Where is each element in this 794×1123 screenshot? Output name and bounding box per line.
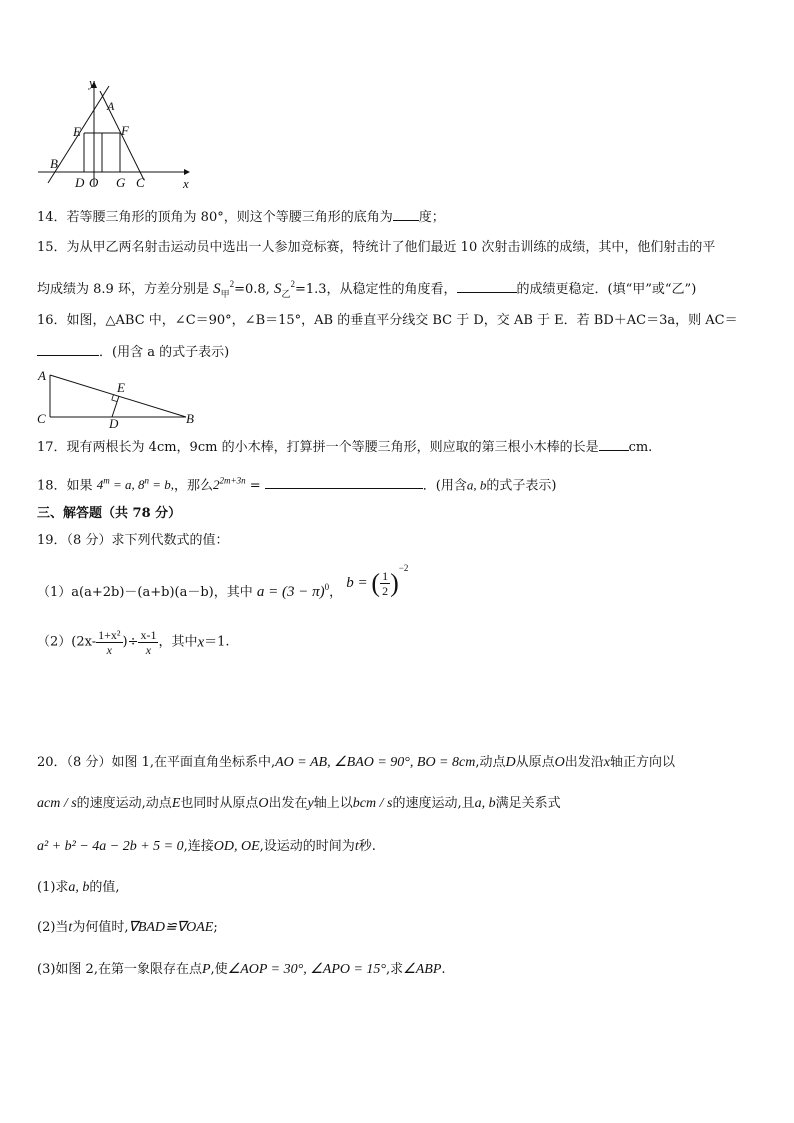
- q16-answer-blank[interactable]: [37, 343, 99, 356]
- q20-l1-b: ,动点: [475, 755, 506, 770]
- question-19-part1: [37, 562, 409, 608]
- label-C: C: [136, 175, 145, 190]
- q19-p2-frac2: $\frac{x-1}{x}$: [140, 628, 157, 657]
- q17-text: 17．现有两根长为 4cm，9cm 的小木棒，打算拼一个等腰三角形，则应取的第三根小木棒的长是: [37, 440, 599, 455]
- q17-answer-blank[interactable]: [599, 438, 629, 451]
- q20-point-P: P: [201, 962, 211, 977]
- q20-l3-b: ,设运动的时间为: [259, 839, 355, 854]
- q18-a: 18．如果: [37, 478, 93, 494]
- q20-l1-a: 20．（8 分）如图 1,在平面直角坐标系中,: [37, 755, 276, 770]
- question-16-line1: 16．如图，△ABC 中，∠C＝90°，∠B＝15°，AB 的垂直平分线交 BC 于 D，交 AB 于 E．若 BD＋AC＝3a，则 AC＝: [37, 313, 738, 328]
- q20-l2-e: 的速度运动,且: [392, 796, 475, 811]
- q19-p2-frac1: $\frac{\text{1+x²}}{x}$: [98, 628, 121, 657]
- q20-y: y: [307, 796, 314, 811]
- label-D: D: [75, 175, 85, 190]
- q20-s3-a: (3)如图 2,在第一象限存在点: [37, 962, 202, 977]
- q17-tail: cm.: [628, 440, 653, 455]
- tri-label-A: A: [38, 368, 46, 383]
- q15-tail: 的成绩更稳定．(填“甲”或“乙”): [516, 282, 697, 297]
- q20-s1-ab: a, b: [68, 880, 90, 895]
- q18-tail: ．(用含: [422, 478, 467, 494]
- q20-s3-c: ,求: [386, 962, 404, 977]
- q20-s2-a: (2)当: [37, 920, 69, 935]
- label-A: A: [107, 99, 115, 113]
- coordinate-figure: [34, 76, 204, 191]
- q20-s3-math2: ∠ABP: [403, 962, 442, 977]
- q19-p1-b: b = ( $\frac{1}{2}$ )$^{-2}$: [346, 562, 409, 598]
- q20-l2-c: 出发在: [268, 796, 308, 811]
- q20-l1-e: 轴正方向以: [609, 755, 675, 770]
- q15-val-yi: =1.3，从稳定性的角度看，: [294, 282, 457, 297]
- segment-ED: [112, 396, 119, 417]
- q18-tail2: 的式子表示): [486, 478, 557, 494]
- q20-point-O: O: [554, 755, 565, 770]
- q20-l1-math: AO = AB, ∠BAO = 90°, BO = 8cm: [275, 755, 476, 770]
- q20-s1-a: (1)求: [37, 880, 69, 895]
- q20-x: x: [603, 755, 610, 770]
- tri-label-B: B: [186, 411, 194, 426]
- question-17: [37, 438, 652, 456]
- q14-tail: 度；: [418, 210, 445, 225]
- q20-point-E: E: [171, 796, 181, 811]
- q19-p2-pre: （2）(2x-: [37, 634, 97, 650]
- q20-l3-c: 秒.: [358, 839, 376, 854]
- q18-vars: a, b: [466, 477, 487, 493]
- question-20-sub3: [37, 962, 446, 978]
- q18-b: ，那么: [174, 478, 214, 494]
- label-x: x: [183, 176, 189, 191]
- q20-t: t: [354, 839, 359, 854]
- q19-p2-x: x: [197, 634, 205, 651]
- q19-p1-text: （1）a(a+2b)－(a+b)(a－b)，其中: [37, 584, 253, 600]
- question-19-head: 19．（8 分）求下列代数式的值：: [37, 533, 229, 548]
- x-axis-arrow: [184, 169, 190, 175]
- question-15-line1: 15．为从甲乙两名射击运动员中选出一人参加竞标赛，特统计了他们最近 10 次射击训练的成绩，其中，他们射击的平: [37, 240, 716, 255]
- q20-s3-math: ∠AOP = 30°, ∠APO = 15°: [227, 962, 387, 977]
- question-19-part2: [37, 628, 230, 668]
- q18-expr2: $2^{2m+3n}$: [213, 476, 246, 493]
- q20-l2-math: acm / s: [37, 796, 77, 811]
- q14-text: 14．若等腰三角形的顶角为 80°，则这个等腰三角形的底角为: [37, 210, 393, 225]
- q19-p2-tail: ，其中: [158, 634, 198, 650]
- q20-l3-a: ,连接: [183, 839, 214, 854]
- tri-label-C: C: [37, 411, 46, 426]
- q19-p2-mid: )÷: [122, 634, 139, 650]
- question-20-sub1: [37, 880, 120, 896]
- q20-OD-OE: OD, OE: [213, 839, 260, 854]
- q20-s3-d: .: [441, 962, 446, 977]
- tri-label-D: D: [109, 416, 119, 431]
- q20-l2-math2: bcm / s: [352, 796, 393, 811]
- q20-s2-math: ∇BAD≌∇OAE: [128, 920, 214, 935]
- q18-expr1: $4^m = a$, $8^n = b$,: [96, 476, 174, 493]
- q15-s-jia: $S_甲^2$: [213, 279, 235, 299]
- label-y: y: [89, 75, 95, 90]
- triangle-figure: [36, 365, 206, 430]
- q20-s2-b: 为何值时,: [72, 920, 129, 935]
- q14-answer-blank[interactable]: [393, 208, 419, 221]
- q20-l2-d: 轴上以: [313, 796, 353, 811]
- tri-label-E: E: [117, 380, 125, 395]
- q20-s2-t: t: [68, 920, 73, 935]
- question-14: [37, 208, 445, 226]
- label-G: G: [116, 175, 126, 190]
- q20-s1-b: 的值,: [89, 880, 120, 895]
- label-E: E: [73, 124, 81, 139]
- q16-tail: ．(用含 a 的式子表示): [99, 345, 230, 360]
- question-20-line3: [37, 839, 376, 855]
- q20-s2-c: ;: [213, 920, 218, 935]
- q20-l2-b: 也同时从原点: [180, 796, 259, 811]
- q20-l1-d: 出发沿: [564, 755, 604, 770]
- question-20-line2: [37, 796, 561, 812]
- q19-p1-mid: ，: [329, 584, 343, 600]
- q20-point-O2: O: [258, 796, 269, 811]
- question-15-line2: [37, 276, 696, 302]
- section-3-title: 三、解答题（共 78 分）: [37, 506, 182, 521]
- label-F: F: [121, 123, 129, 138]
- q20-l3-math: a² + b² − 4a − 2b + 5 = 0: [37, 839, 184, 854]
- question-16-line2: [37, 343, 229, 361]
- q20-point-D: D: [505, 755, 516, 770]
- q15-line2-a: 均成绩为 8.9 环，方差分别是: [37, 282, 209, 297]
- q15-answer-blank[interactable]: [457, 280, 517, 293]
- q20-l2-a: 的速度运动,动点: [76, 796, 172, 811]
- q18-eq: =: [249, 478, 261, 494]
- q20-l2-f: 满足关系式: [495, 796, 561, 811]
- q19-p2-eq: ＝1.: [204, 634, 230, 650]
- q20-l1-c: 从原点: [515, 755, 555, 770]
- label-O: O: [89, 175, 99, 190]
- q20-ab: a, b: [474, 796, 496, 811]
- q15-s-yi: $S_乙^2$: [273, 279, 295, 299]
- q18-answer-blank[interactable]: [265, 476, 423, 489]
- q19-p1-a: $a = (3 - \pi)^0$: [256, 581, 330, 600]
- q20-s3-b: ,使: [210, 962, 228, 977]
- question-20-sub2: [37, 920, 218, 936]
- question-18: [37, 473, 556, 494]
- q15-val-jia: =0.8,: [234, 282, 270, 297]
- label-B: B: [50, 156, 58, 171]
- question-20-line1: [37, 755, 675, 771]
